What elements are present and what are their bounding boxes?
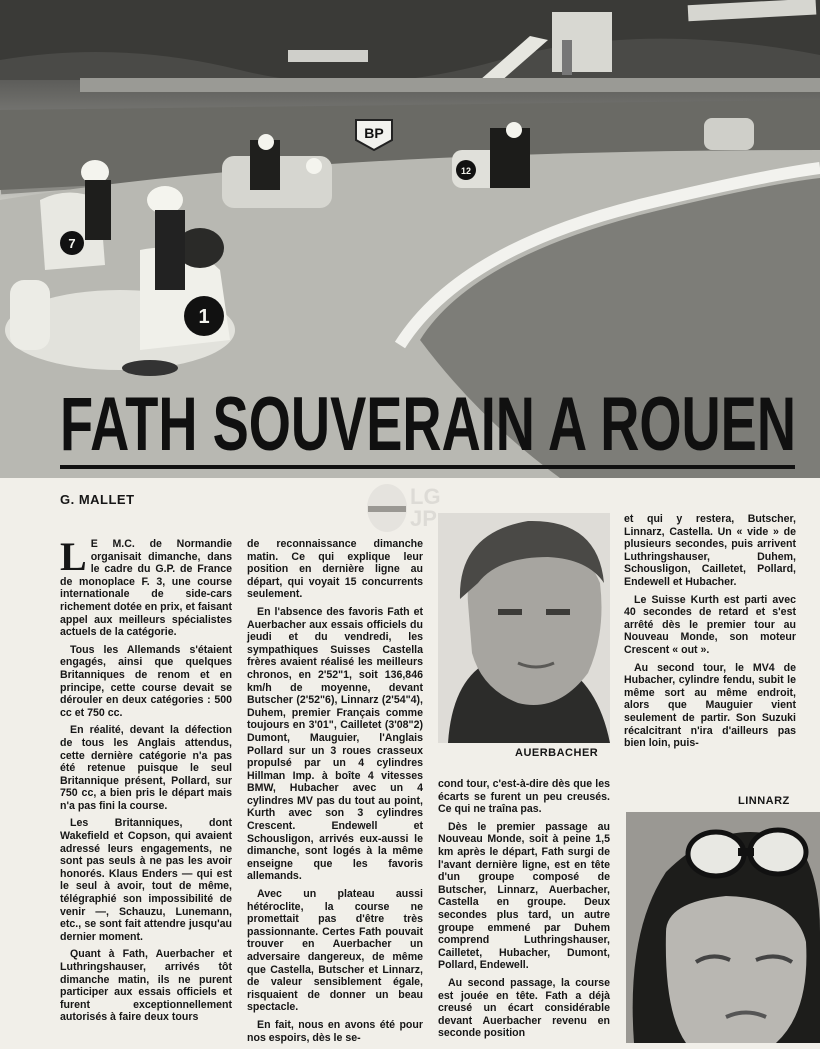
paragraph: En réalité, devant la défection de tous les Anglais attendus, cette dernière catégorie n'a pas été retenue puisque le seul Britannique présent, Pollard, sur 750 cc, a bien pris le départ mais n'a pas fini la course. [60,724,232,812]
watermark-logo: LG JP [410,484,441,531]
caption-linnarz: LINNARZ [738,795,790,807]
drop-cap: L [60,534,87,579]
article-column-1 [60,534,232,1029]
paragraph: Le Suisse Kurth est parti avec 40 secondes de retard et s'est arrêté dès le premier tour au Nouveau Monde, son moteur Crescent « out ». [624,593,796,656]
svg-text:12: 12 [460,166,472,176]
paragraph: En l'absence des favoris Fath et Auerbacher aux essais officiels du jeudi et du vendredi, les sympathiques Suisses Castella frères avaient réalisé les meilleurs chronos, en 2'52"1, soit 136,846 km/h de moyenne, devant Butscher (2'52"6), Linnarz (2'54"4), Duhem, premier Français comme toujours en 3'01", Cailletet (3'08"2) Dumont, Mauguier, l'Anglais Pollard sur un 3 roues crasseux propulsé par un 4 cylindres Hillman Imp. à boîte 4 vitesses BMW, Hubacher avec un 4 cylindres MV pas du tout au point, Kurth avec son 3 cylindres Crescent. Endewell et Schousligon, arrivés eux-aussi le dimanche, sont logés à la même enseigne que les favoris allemands. [247,605,423,883]
paragraph: Tous les Allemands s'étaient engagés, ainsi que quelques Britanniques de renom et en principe, cette course devait se dérouler en deux catégories : 500 cc et 750 cc. [60,643,232,719]
hero-photo [0,0,820,478]
paragraph: Les Britanniques, dont Wakefield et Copson, qui avaient adressé leurs engagements, ne sont pas seuls à ne pas les avoir honorés. Klaus Enders — qui est le seul à avoir, tout de même, télégraphié son impossibilité de venir —, Schauzu, Lunemann, etc., se sont fait attendre jusqu'au dernier moment. [60,817,232,943]
article-column-4 [624,513,796,755]
paragraph: Au second tour, le MV4 de Hubacher, cylindre fendu, subit le même sort au même endroit, alors que Mauguier vient seulement de partir. Son Suzuki récalcitrant n'ira d'ailleurs pas bien loin, puis- [624,661,796,750]
svg-text:BP: BP [364,125,384,141]
paragraph: Dès le premier passage au Nouveau Monde, soit à peine 1,5 km après le départ, Fath surgi de l'avant dernière ligne, est en tête d'un groupe composé de Butscher, Linnarz, Auerbacher, Castella en groupe. Deux secondes plus tard, un autre groupe emmené par Duhem comprend Luthringshauser, Cailletet, Hubacher, Dumont, Pollard, Endewell. [438,820,610,972]
paragraph: de reconnaissance dimanche matin. Ce qui explique leur position en dernière ligne au départ, qui voyait 15 concurrents seulement. [247,538,423,601]
paragraph: En fait, nous en avons été pour nos espoirs, dès le se- [247,1018,423,1044]
paragraph: Au second passage, la course est jouée en tête. Fath a déjà creusé un écart considérable devant Auerbacher revenu en seconde position [438,976,610,1040]
article-column-2 [247,538,423,1049]
paragraph: L E M.C. de Normandie organisait dimanche, dans le cadre du G.P. de France de monoplace F. 3, une course internationale de side-cars richement dotée en prix, et faisant appel aux meilleurs spécialistes actuels de la catégorie. [60,534,232,639]
byline: G. MALLET [60,492,135,507]
headline: FATH SOUVERAIN A ROUEN [60,382,796,467]
article-column-3 [438,778,610,1045]
paragraph: et qui y restera, Butscher, Linnarz, Castella. Un « vide » de plusieurs secondes, puis arrivent Luthringshauser, Duhem, Schousligon, Cailletet, Pollard, Endewell et Hubacher. [624,513,796,588]
caption-auerbacher: AUERBACHER [515,747,599,759]
watermark-portrait [356,482,418,540]
svg-text:7: 7 [68,236,76,251]
paragraph: Avec un plateau aussi hétéroclite, la course ne promettait pas d'être très passionnante. Certes Fath pouvait trouver en Auerbacher un adversaire dangereux, de même que Castella, Butscher et Linnarz, de valeur sensiblement égale, risquaient de donner un beau spectacle. [247,888,423,1014]
auerbacher-photo [438,513,610,743]
svg-text:1: 1 [198,306,210,328]
linnarz-photo [626,812,820,1043]
paragraph: Quant à Fath, Auerbacher et Luthringshauser, arrivés tôt dimanche matin, ils ne purent participer aux essais officiels et furent exceptionnellement autorisés à faire deux tours [60,948,232,1024]
race-scene-illustration [0,0,820,478]
paragraph: cond tour, c'est-à-dire dès que les écarts se furent un peu creusés. Ce qui ne traîna pas. [438,778,610,816]
